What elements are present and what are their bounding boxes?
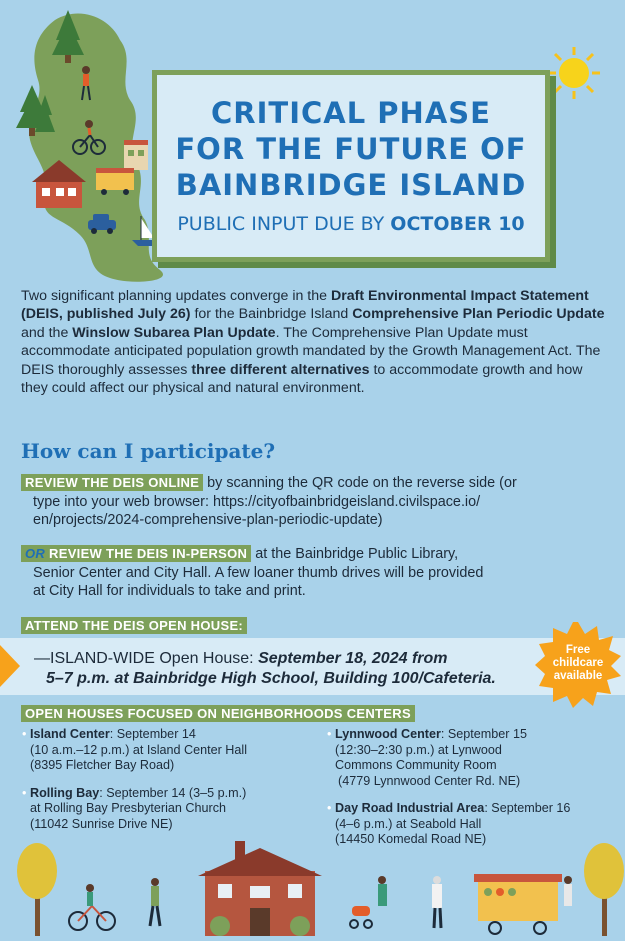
intro-bold: three different alternatives bbox=[191, 361, 370, 378]
intro-text: and the bbox=[21, 324, 73, 341]
review-online-url-line1[interactable]: type into your web browser: https://cityofbainbridgeisland.civilspace.io/ bbox=[33, 493, 481, 510]
neighborhoods-tag: OPEN HOUSES FOCUSED ON NEIGHBORHOODS CENTERS bbox=[21, 705, 415, 722]
childcare-badge-text bbox=[535, 644, 621, 683]
event-date: : September 14 (3–5 p.m.) bbox=[99, 785, 247, 800]
cyclist-icon bbox=[69, 884, 115, 930]
neighborhoods-label bbox=[21, 705, 415, 723]
event-address: (14450 Komedal Road NE) bbox=[335, 832, 487, 846]
list-item bbox=[22, 727, 312, 774]
title-line-3: BAINBRIDGE ISLAND bbox=[175, 168, 527, 202]
intro-text: to accommodate growth and how they could affect our physical and natural environment. bbox=[21, 361, 583, 397]
review-online-tag: REVIEW THE DEIS ONLINE bbox=[21, 474, 203, 491]
badge-line-1: Free bbox=[565, 644, 591, 656]
intro-text: . The Comprehensive Plan Update must accommodate anticipated population growth mandated by the Growth Management Act. The DEIS thoroughly assesses bbox=[21, 324, 601, 378]
event-time: (10 a.m.–12 p.m.) at Island Center Hall bbox=[30, 742, 247, 757]
or-label: OR bbox=[25, 546, 46, 561]
badge-line-2: childcare bbox=[552, 657, 604, 669]
title-box bbox=[152, 70, 550, 262]
open-house-label bbox=[21, 617, 247, 635]
review-online-url-line2[interactable]: en/projects/2024-comprehensive-plan-periodic-update) bbox=[33, 512, 383, 529]
intro-paragraph bbox=[21, 287, 611, 397]
family-icon bbox=[350, 876, 387, 928]
list-item bbox=[22, 786, 312, 833]
list-item bbox=[327, 727, 617, 789]
title-line-1: CRITICAL PHASE bbox=[211, 96, 491, 130]
event-date: : September 16 bbox=[484, 801, 571, 815]
location-name: Island Center bbox=[30, 727, 110, 741]
badge-line-3: available bbox=[553, 670, 603, 682]
review-online-item bbox=[21, 474, 611, 530]
open-house-prefix: —ISLAND-WIDE Open House: bbox=[34, 650, 259, 667]
review-inperson-text-2: Senior Center and City Hall. A few loaner thumb drives will be provided bbox=[33, 564, 484, 581]
subtitle-date: OCTOBER 10 bbox=[390, 213, 525, 235]
event-time: (4–6 p.m.) at Seabold Hall bbox=[335, 816, 482, 831]
neighborhood-list-left bbox=[22, 727, 312, 844]
event-time: (12:30–2:30 p.m.) at Lynwood bbox=[335, 742, 502, 757]
event-address: (8395 Fletcher Bay Road) bbox=[30, 758, 175, 772]
intro-bold: Winslow Subarea Plan Update bbox=[72, 324, 276, 341]
event-date: : September 15 bbox=[440, 727, 527, 741]
participate-heading: How can I participate? bbox=[21, 439, 276, 463]
intro-text: for the Bainbridge Island bbox=[190, 306, 353, 323]
island-wide-open-house bbox=[34, 649, 554, 689]
intro-bold: Comprehensive Plan Periodic Update bbox=[352, 306, 605, 323]
community-scene-illustration bbox=[0, 836, 625, 941]
location-name: Day Road Industrial Area bbox=[335, 801, 485, 815]
event-venue: Commons Community Room bbox=[335, 758, 497, 772]
review-inperson-tag-text: REVIEW THE DEIS IN-PERSON bbox=[49, 546, 248, 561]
walker-icon bbox=[150, 878, 160, 926]
review-inperson-item bbox=[21, 545, 611, 601]
arrow-icon bbox=[0, 645, 20, 687]
event-address: (11042 Sunrise Drive NE) bbox=[30, 816, 173, 831]
location-name: Rolling Bay bbox=[30, 785, 100, 800]
intro-bold: Draft Environmental Impact Statement (DEIS, published July 26) bbox=[21, 288, 589, 323]
review-inperson-tag bbox=[21, 545, 251, 562]
open-house-tag: ATTEND THE DEIS OPEN HOUSE: bbox=[21, 617, 247, 634]
market-stand-icon bbox=[474, 874, 572, 934]
location-name: Lynnwood Center bbox=[335, 727, 441, 741]
review-online-text: by scanning the QR code on the reverse side (or bbox=[203, 475, 517, 491]
subtitle-prefix: PUBLIC INPUT DUE BY bbox=[177, 213, 391, 235]
review-inperson-text-3: at City Hall for individuals to take and print. bbox=[33, 583, 306, 600]
open-house-detail-1: September 18, 2024 from bbox=[258, 650, 448, 667]
event-address: (4779 Lynnwood Center Rd. NE) bbox=[338, 773, 521, 788]
title-line-2: FOR THE FUTURE OF bbox=[175, 132, 527, 166]
review-inperson-text: at the Bainbridge Public Library, bbox=[251, 546, 459, 562]
sun-icon bbox=[546, 45, 602, 101]
house-icon bbox=[198, 841, 322, 936]
intro-text: Two significant planning updates converge in the bbox=[21, 288, 331, 304]
event-venue: at Rolling Bay Presbyterian Church bbox=[30, 801, 226, 815]
open-house-detail-2: 5–7 p.m. at Bainbridge High School, Building 100/Cafeteria. bbox=[46, 670, 496, 687]
senior-icon bbox=[432, 876, 442, 928]
deadline-subtitle bbox=[157, 213, 545, 235]
event-date: : September 14 bbox=[109, 727, 196, 741]
